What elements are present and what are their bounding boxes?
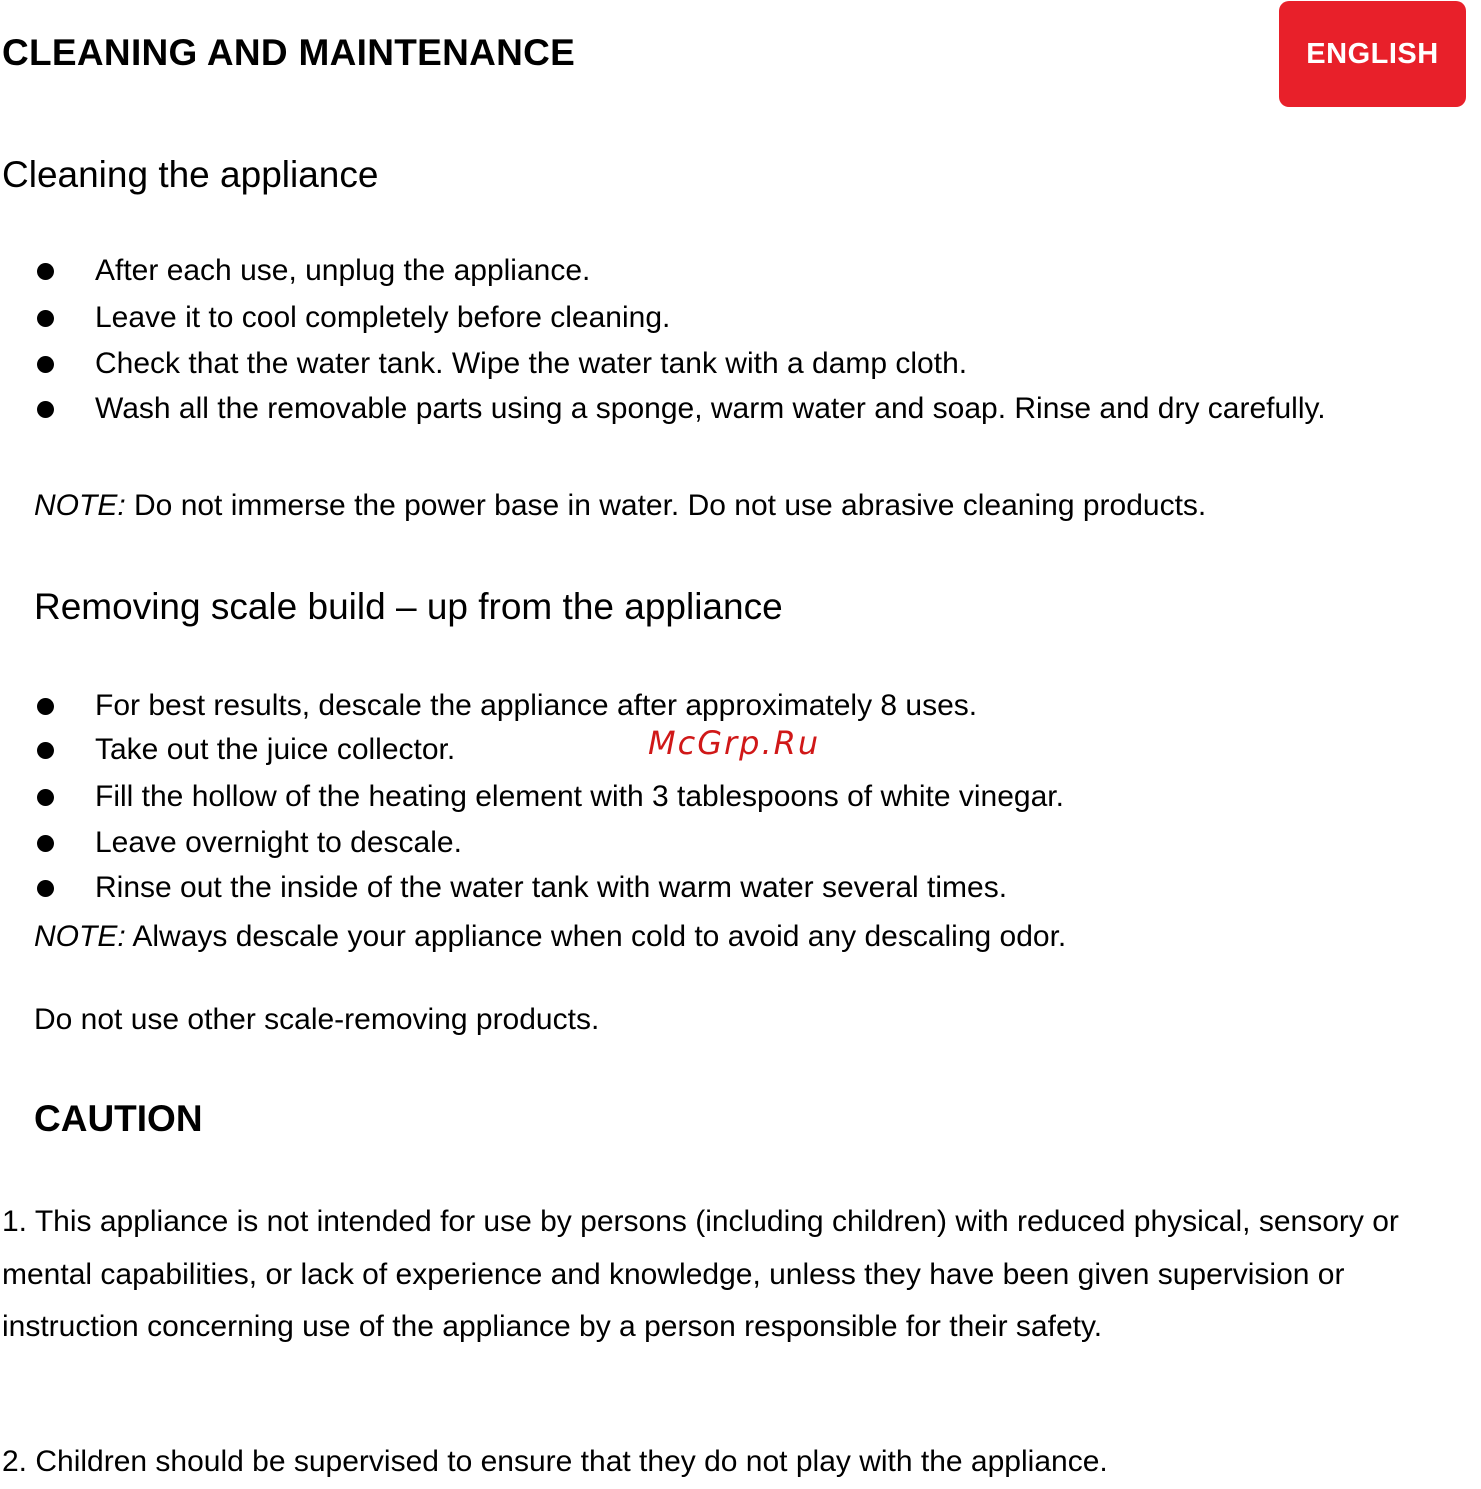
- bullet-icon: [37, 789, 54, 806]
- list-item-text: For best results, descale the appliance after approximately 8 uses.: [95, 689, 978, 722]
- bullet-icon: [37, 310, 54, 327]
- list-item-text: Leave it to cool completely before cleaning.: [95, 301, 671, 334]
- bullet-icon: [37, 698, 54, 715]
- bullet-icon: [37, 742, 54, 759]
- list-item-text: Leave overnight to descale.: [95, 826, 462, 859]
- note-label: NOTE:: [34, 920, 126, 953]
- bullet-icon: [37, 880, 54, 897]
- descaling-warning: Do not use other scale-removing products.: [34, 1003, 600, 1036]
- bullet-icon: [37, 356, 54, 373]
- list-item-text: Check that the water tank. Wipe the water tank with a damp cloth.: [95, 347, 968, 380]
- list-item-text: Rinse out the inside of the water tank with warm water several times.: [95, 871, 1008, 904]
- note-text: Always descale your appliance when cold to avoid any descaling odor.: [125, 920, 1067, 953]
- page-title: CLEANING AND MAINTENANCE: [2, 32, 576, 73]
- caution-paragraph-2: 2. Children should be supervised to ensure that they do not play with the appliance.: [2, 1445, 1108, 1478]
- list-item-text: After each use, unplug the appliance.: [95, 254, 591, 287]
- language-badge: ENGLISH: [1279, 1, 1466, 107]
- bullet-icon: [37, 263, 54, 280]
- section-heading-caution: CAUTION: [34, 1098, 203, 1139]
- bullet-icon: [37, 835, 54, 852]
- list-item-text: Take out the juice collector.: [95, 733, 456, 766]
- note-text: Do not immerse the power base in water. Do not use abrasive cleaning products.: [125, 489, 1207, 522]
- list-item-text: Wash all the removable parts using a sponge, warm water and soap. Rinse and dry carefully.: [95, 392, 1326, 425]
- bullet-icon: [37, 401, 54, 418]
- note-cleaning: [34, 489, 1206, 523]
- watermark: McGrp.Ru: [648, 724, 821, 762]
- list-item-text: Fill the hollow of the heating element with 3 tablespoons of white vinegar.: [95, 780, 1064, 813]
- note-descaling: [34, 920, 1066, 954]
- section-heading-cleaning: Cleaning the appliance: [2, 154, 379, 195]
- section-heading-descaling: Removing scale build – up from the appliance: [34, 586, 783, 627]
- note-label: NOTE:: [34, 489, 126, 522]
- caution-paragraph-1: 1. This appliance is not intended for use by persons (including children) with reduced physical, sensory or mental capabilities, or lack of experience and knowledge, unless they have been given supervision or instruction concerning use of the appliance by a person responsible for their safety.: [2, 1205, 1399, 1343]
